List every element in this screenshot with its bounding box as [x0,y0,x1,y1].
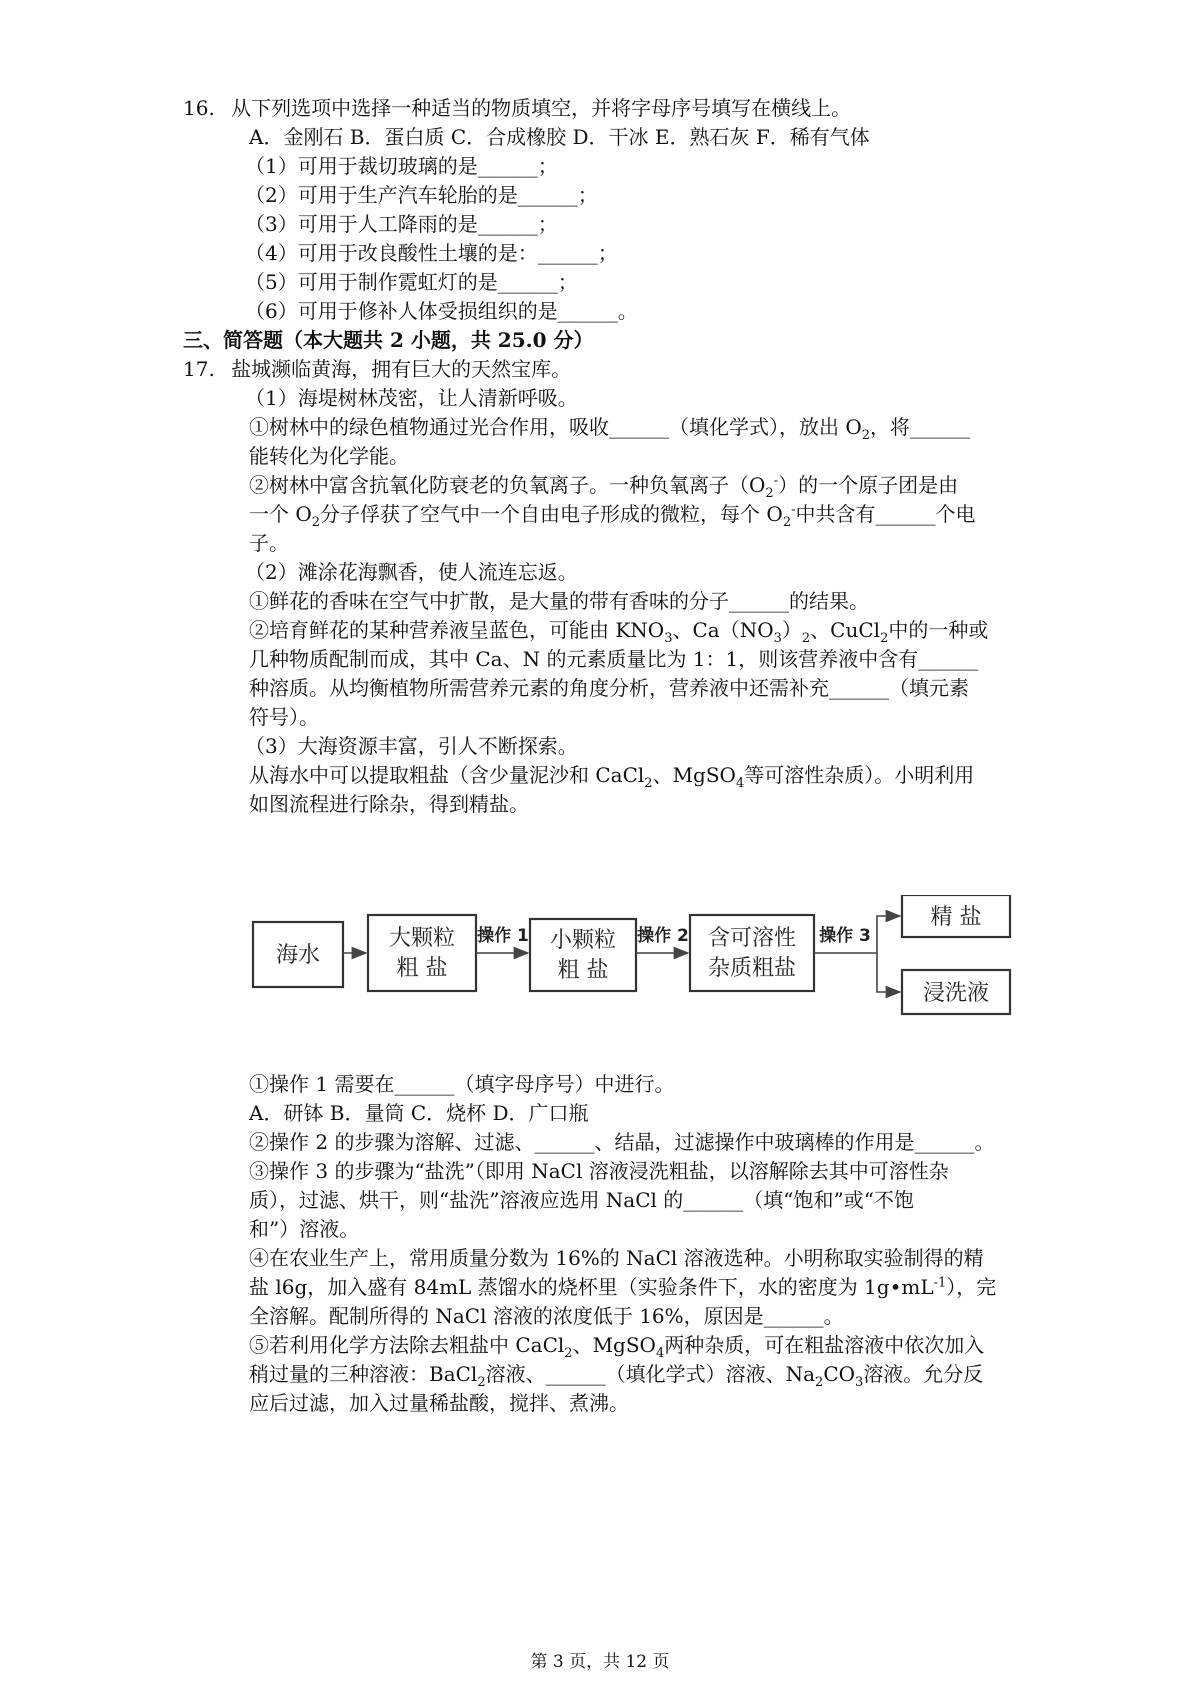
subscript: 2 [861,428,871,443]
text-segment: 、CuCl [810,618,881,642]
q17-part1-b-line1 [249,472,959,501]
q17-part1-b-line3: 子。 [249,531,289,555]
q17-part2-b-line1 [249,617,989,646]
q17-part1-a-line1 [249,414,971,443]
q16-item-1: （1）可用于裁切玻璃的是______； [245,154,558,178]
page-footer: 第 3 页，共 12 页 [530,1652,670,1672]
text-segment: 两种杂质，可在粗盐溶液中依次加入 [664,1333,985,1357]
q17-step1: ①操作 1 需要在______（填字母序号）中进行。 [249,1072,675,1096]
q17-step4-line3: 全溶解。配制所得的 NaCl 溶液的浓度低于 16%，原因是______。 [249,1304,844,1328]
q17-part1-title: （1）海堤树林茂密，让人清新呼吸。 [245,386,578,410]
flow-label-coarse-large-1: 大颗粒 [388,926,456,951]
q17-step4-line2 [249,1274,996,1300]
q16-item-3: （3）可用于人工降雨的是______； [245,212,558,236]
flow-op-1: 操作 1 [477,926,529,946]
subscript: 3 [773,631,782,646]
q17-part3-intro-line2: 如图流程进行除杂，得到精盐。 [249,792,529,816]
text-segment: 等可溶性杂质）。小明利用 [744,763,975,787]
q16-options: A．金刚石 B．蛋白质 C．合成橡胶 D．干冰 E．熟石灰 F．稀有气体 [249,125,870,149]
subscript: 2 [564,1346,573,1361]
text-segment: 中的一种或 [888,618,989,642]
subscript: 2 [880,631,889,646]
q17-part3-intro-line1 [249,762,975,791]
q17-stem-line [183,356,571,382]
text-segment: 、Ca（NO [672,618,774,642]
subscript: 3 [664,631,673,646]
q17-part2-b-line2: 几种物质配制而成，其中 Ca、N 的元素质量比为 1：1，则该营养液中含有______ [249,647,979,671]
q17-stem: 盐城濒临黄海，拥有巨大的天然宝库。 [231,357,572,381]
text-segment: 溶液、______（填化学式）溶液、Na [485,1362,816,1386]
text-segment: 稍过量的三种溶液：BaCl [249,1362,478,1386]
text-segment: ，将______ [870,415,971,439]
text-segment: 一个 O [249,502,312,526]
q17-part3-title: （3）大海资源丰富，引人不断探索。 [245,734,578,758]
superscript: - [791,502,796,518]
text-segment: 盐 l6g，加入盛有 84mL 蒸馏水的烧杯里（实验条件下，水的密度为 1g•mL [249,1275,934,1299]
flow-label-impurity-2: 杂质粗盐 [707,956,797,981]
flow-op-3: 操作 3 [819,926,871,946]
q17-step5-line3: 应后过滤，加入过量稀盐酸，搅拌、煮沸。 [249,1391,629,1415]
text-segment: ②培育鲜花的某种营养液呈蓝色，可能由 KNO [249,618,665,642]
q17-step5-line1 [249,1332,985,1361]
superscript: -1 [933,1275,947,1291]
flow-label-coarse-large-2: 粗 盐 [396,956,448,981]
text-segment: 溶液。允分反 [863,1362,984,1386]
q17-part2-b-line3: 种溶质。从均衡植物所需营养元素的角度分析，营养液中还需补充______（填元素 [249,676,969,700]
text-segment: 、MgSO [572,1333,656,1357]
q17-step3-line2: 质），过滤、烘干，则“盐洗”溶液应选用 NaCl 的______（填“饱和”或“不饱 [249,1188,914,1212]
text-segment: CO [823,1362,856,1386]
subscript: 2 [644,776,653,791]
q17-step5-line2 [249,1361,984,1390]
q16-item-4: （4）可用于改良酸性土壤的是：______； [245,241,618,265]
flow-label-impurity-1: 含可溶性 [707,926,797,951]
q16-stem-line [183,95,851,121]
q16-item-5: （5）可用于制作霓虹灯的是______； [245,270,578,294]
text-segment: 、MgSO [652,763,736,787]
flow-label-washing-liquid: 浸洗液 [922,981,990,1006]
subscript: 2 [815,1375,824,1390]
q16-stem: 从下列选项中选择一种适当的物质填空，并将字母序号填写在横线上。 [231,96,852,120]
q17-part1-a-line2: 能转化为化学能。 [249,444,409,468]
text-segment: ②树林中富含抗氧化防衰老的负氧离子。一种负氧离子（O [249,473,766,497]
q17-part2-a: ①鲜花的香味在空气中扩散，是大量的带有香味的分子______的结果。 [249,589,869,613]
subscript: 4 [735,776,745,791]
q17-part1-b-line2 [249,501,976,530]
q17-step3-line3: 和”）溶液。 [249,1217,360,1241]
text-segment: 中共含有______个电 [795,502,976,526]
q16-item-2: （2）可用于生产汽车轮胎的是______； [245,183,598,207]
q17-number: 17. [183,357,215,381]
subscript: 2 [477,1375,486,1390]
flow-label-coarse-small-1: 小颗粒 [549,928,617,953]
subscript: 4 [655,1346,665,1361]
q17-step3-line1: ③操作 3 的步骤为“盐洗”（即用 NaCl 溶液浸洗粗盐，以溶解除去其中可溶性杂 [249,1159,949,1183]
subscript: 3 [855,1375,864,1390]
q16-number: 16. [183,96,215,120]
section-title: 三、简答题（本大题共 2 小题，共 25.0 分） [183,328,594,352]
subscript: 2 [782,515,792,530]
q17-part2-title: （2）滩涂花海飘香，使人流连忘返。 [245,560,578,584]
text-segment: ⑤若利用化学方法除去粗盐中 CaCl [249,1333,565,1357]
subscript: 2 [765,486,774,501]
q17-step1-options: A．研钵 B．量筒 C．烧杯 D．广口瓶 [249,1101,589,1125]
text-segment: 从海水中可以提取粗盐（含少量泥沙和 CaCl [249,763,645,787]
purification-flowchart [245,895,1105,1025]
subscript: 2 [311,515,321,530]
subscript: 2 [801,631,811,646]
flow-arrow-branch-down [877,953,900,992]
q17-step4-line1: ④在农业生产上，常用质量分数为 16%的 NaCl 溶液选种。小明称取实验制得的精 [249,1246,984,1270]
flow-label-refined-salt: 精 盐 [930,905,982,930]
superscript: - [773,473,779,489]
text-segment: ） [781,618,802,642]
flow-label-coarse-small-2: 粗 盐 [557,958,609,983]
text-segment: ）的一个原子团是由 [778,473,959,497]
q17-part2-b-line4: 符号）。 [249,705,319,729]
flow-label-seawater: 海水 [275,943,321,968]
flow-op-2: 操作 2 [637,926,689,946]
text-segment: 分子俘获了空气中一个自由电子形成的微粒，每个 O [320,502,783,526]
q17-step2: ②操作 2 的步骤为溶解、过滤、______、结晶，过滤操作中玻璃棒的作用是______。 [249,1130,995,1154]
q16-item-6: （6）可用于修补人体受损组织的是______。 [245,299,638,323]
text-segment: ），完 [946,1275,997,1299]
text-segment: ①树林中的绿色植物通过光合作用，吸收______（填化学式），放出 O [249,415,862,439]
